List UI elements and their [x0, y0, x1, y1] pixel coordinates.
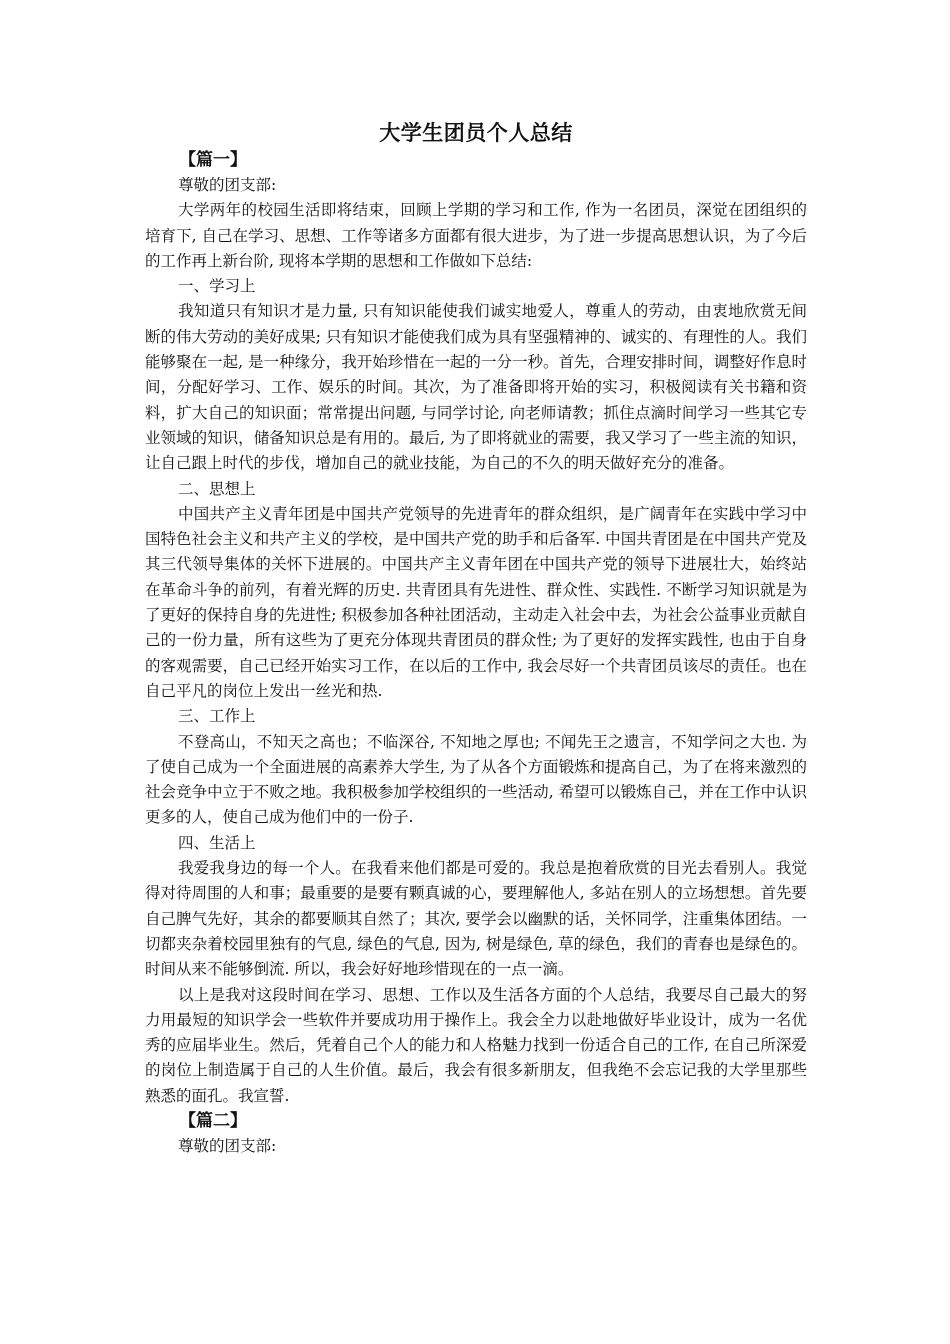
- part-one-salutation: 尊敬的团支部:: [178, 176, 277, 194]
- work-heading: 三、工作上: [178, 707, 256, 726]
- conclusion-paragraph: 以上是我对这段时间在学习、思想、工作以及生活各方面的个人总结，我要尽自己最大的努力用最短的知识学会一些软件并要成功用于操作上。我会全力以赴地做好毕业设计，成为一名优秀的应届毕业生。然后，凭着自己个人的能力和人格魅力找到一份适合自己的工作, 在自己所深爱的岗位上制造属于自己的人生价值。最后，我会有很多新朋友，但我绝不会忘记我的大学里那些熟悉的面孔。我宣誓.: [145, 985, 807, 1105]
- thought-heading: 二、思想上: [178, 479, 256, 498]
- study-paragraph: 我知道只有知识才是力量, 只有知识能使我们诚实地爱人，尊重人的劳动，由衷地欣赏无间断的伟大劳动的美好成果; 只有知识才能使我们成为具有坚强精神的、诚实的、有理性的人。我们能够聚在一起, 是一种缘分，我开始珍惜在一起的一分一秒。首先，合理安排时间，调整好作息时间，分配好学习、工作、娱乐的时间。其次，为了准备即将开始的实习，积极阅读有关书籍和资料，扩大自己的知识面；常常提出问题, 与同学讨论, 向老师请教；抓住点滴时间学习一些其它专业领域的知识，储备知识总是有用的。最后, 为了即将就业的需要，我又学习了一些主流的知识，让自己跟上时代的步伐，增加自己的就业技能，为自己的不久的明天做好充分的准备。: [145, 302, 807, 473]
- part-two-salutation: 尊敬的团支部:: [178, 1136, 277, 1155]
- work-paragraph: 不登高山，不知天之高也；不临深谷, 不知地之厚也; 不闻先王之遗言，不知学问之大也. 为了使自己成为一个全面进展的高素养大学生, 为了从各个方面锻炼和提高自己，为了在将来激烈的社会竞争中立于不败之地。我积极参加学校组织的一些活动, 希望可以锻炼自己，并在工作中认识更多的人，使自己成为他们中的一份子.: [145, 732, 807, 827]
- life-paragraph: 我爱我身边的每一个人。在我看来他们都是可爱的。我总是抱着欣赏的目光去看别人。我觉得对待周围的人和事；最重要的是要有颗真诚的心，要理解他人, 多站在别人的立场想想。首先要自己脾气先好，其余的都要顺其自然了；其次, 要学会以幽默的话，关怀同学，注重集体团结。一切都夹杂着校园里独有的气息, 绿色的气息, 因为, 树是绿色, 草的绿色，我们的青春也是绿色的。时间从来不能够倒流. 所以，我会好好地珍惜现在的一点一滴。: [145, 859, 807, 979]
- study-heading: 一、学习上: [178, 277, 256, 296]
- life-heading: 四、生活上: [178, 833, 256, 852]
- part-one-intro-paragraph: 大学两年的校园生活即将结束，回顾上学期的学习和工作, 作为一名团员，深觉在团组织的培育下, 自己在学习、思想、工作等诸多方面都有很大进步，为了进一步提高思想认识，为了今后的工作再上新台阶, 现将本学期的思想和工作做如下总结:: [145, 201, 807, 270]
- document-page: [145, 118, 807, 1159]
- part-one-heading: 【篇一】: [179, 150, 247, 170]
- document-title: 大学生团员个人总结: [379, 121, 573, 145]
- thought-paragraph: 中国共产主义青年团是中国共产党领导的先进青年的群众组织，是广阔青年在实践中学习中国特色社会主义和共产主义的学校，是中国共产党的助手和后备军. 中国共青团是在中国共产党及其三代领导集体的关怀下进展的。中国共产主义青年团在中国共产党的领导下进展壮大，始终站在革命斗争的前列，有着光辉的历史. 共青团具有先进性、群众性、实践性. 不断学习知识就是为了更好的保持自身的先进性; 积极参加各种社团活动，主动走入社会中去，为社会公益事业贡献自己的一份力量，所有这些为了更充分体现共青团员的群众性; 为了更好的发挥实践性, 也由于自身的客观需要，自己已经开始实习工作，在以后的工作中, 我会尽好一个共青团员该尽的责任。也在自己平凡的岗位上发出一丝光和热.: [145, 504, 807, 700]
- part-two-heading: 【篇二】: [179, 1110, 247, 1131]
